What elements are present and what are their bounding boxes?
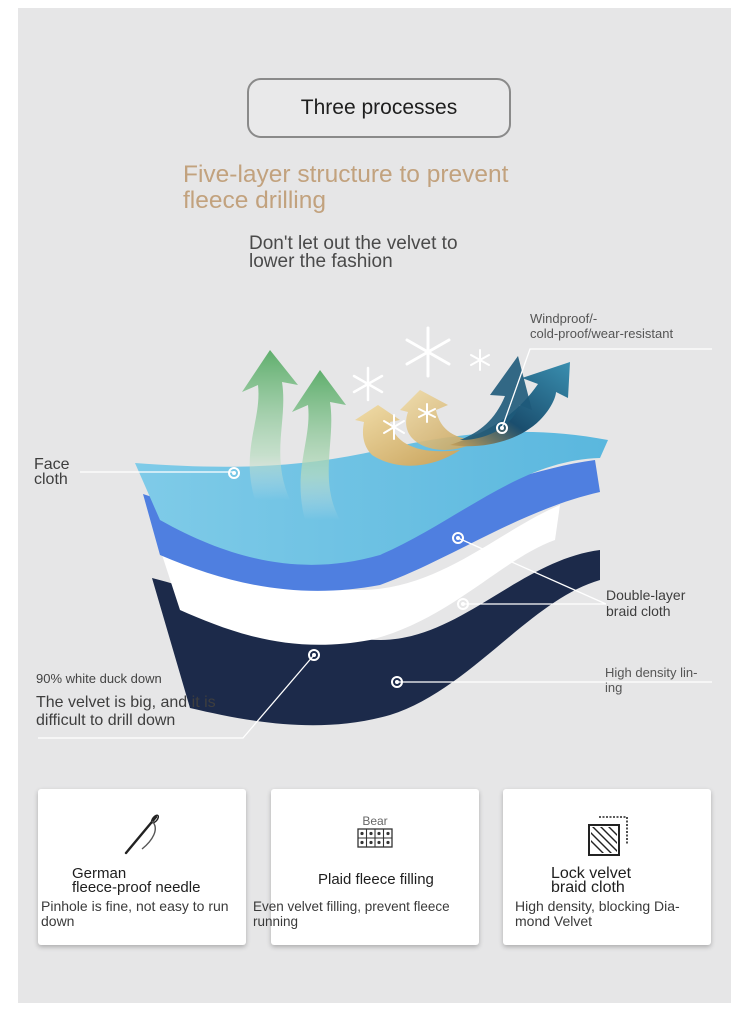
- needle-icon: [122, 811, 164, 857]
- headline-line-2: fleece drilling: [183, 187, 326, 214]
- plaid-grid-icon: [355, 827, 395, 849]
- snowflake-large-icon: [407, 328, 449, 376]
- windproof-label: [530, 311, 673, 341]
- card-lock-description-line-1: High density, blocking Dia-: [515, 898, 680, 914]
- headline-line-1: Five-layer structure to prevent: [183, 161, 509, 188]
- feature-card-lock-velvet: [503, 789, 711, 945]
- card-plaid-description-line-2: running: [253, 914, 299, 929]
- plaid-filling-icon: [355, 815, 395, 851]
- double-layer-label-line-1: Double-layer: [606, 587, 686, 603]
- card-lock-title-line-1: Lock velvet: [551, 865, 632, 882]
- snowflake-medium-icon: [354, 368, 382, 400]
- card-needle-description-line-1: Pinhole is fine, not easy to run: [41, 898, 229, 914]
- windproof-label-line-1: Windproof/-: [530, 311, 598, 326]
- section-title: Three processes: [300, 96, 458, 119]
- card-plaid-description-line-1: Even velvet filling, prevent fleece: [253, 899, 450, 914]
- feature-card-needle: [38, 789, 246, 945]
- card-lock-title-line-2: braid cloth: [551, 879, 625, 896]
- card-needle-description-line-2: down: [41, 913, 75, 929]
- card-plaid-description: [253, 899, 450, 929]
- face-cloth-label-line-2: cloth: [34, 471, 68, 488]
- snowflake-small-icon: [471, 350, 489, 370]
- lock-velvet-icon: [585, 813, 631, 859]
- lining-label-line-2: ing: [605, 680, 623, 695]
- subheadline-line-2: lower the fashion: [249, 251, 393, 272]
- velvet-description-line-1: The velvet is big, and it is: [36, 694, 216, 711]
- windproof-label-line-2: cold-proof/wear-resistant: [530, 326, 674, 341]
- double-layer-label-line-2: braid cloth: [606, 603, 671, 619]
- card-needle-description: [41, 899, 229, 929]
- card-lock-title: [551, 867, 631, 895]
- card-needle-title-line-2: fleece-proof needle: [72, 879, 201, 896]
- plaid-icon-text: Bear: [362, 814, 388, 828]
- duck-down-label: 90% white duck down: [36, 671, 162, 686]
- card-needle-title-line-1: German: [72, 865, 127, 882]
- subheadline-line-1: Don't let out the velvet to: [249, 233, 458, 254]
- double-layer-label: [606, 587, 685, 619]
- feature-card-plaid: [253, 789, 479, 945]
- lining-label: [605, 665, 698, 695]
- velvet-description-line-2: difficult to drill down: [36, 712, 176, 729]
- card-plaid-title: Plaid fleece filling: [318, 871, 434, 888]
- card-lock-description: [515, 899, 680, 929]
- card-lock-description-line-2: mond Velvet: [515, 913, 593, 929]
- face-cloth-label: [34, 457, 70, 487]
- velvet-description: [36, 694, 216, 730]
- face-cloth-label-line-1: Face: [34, 456, 70, 473]
- lining-label-line-1: High density lin-: [605, 665, 698, 680]
- card-needle-title: [72, 867, 200, 895]
